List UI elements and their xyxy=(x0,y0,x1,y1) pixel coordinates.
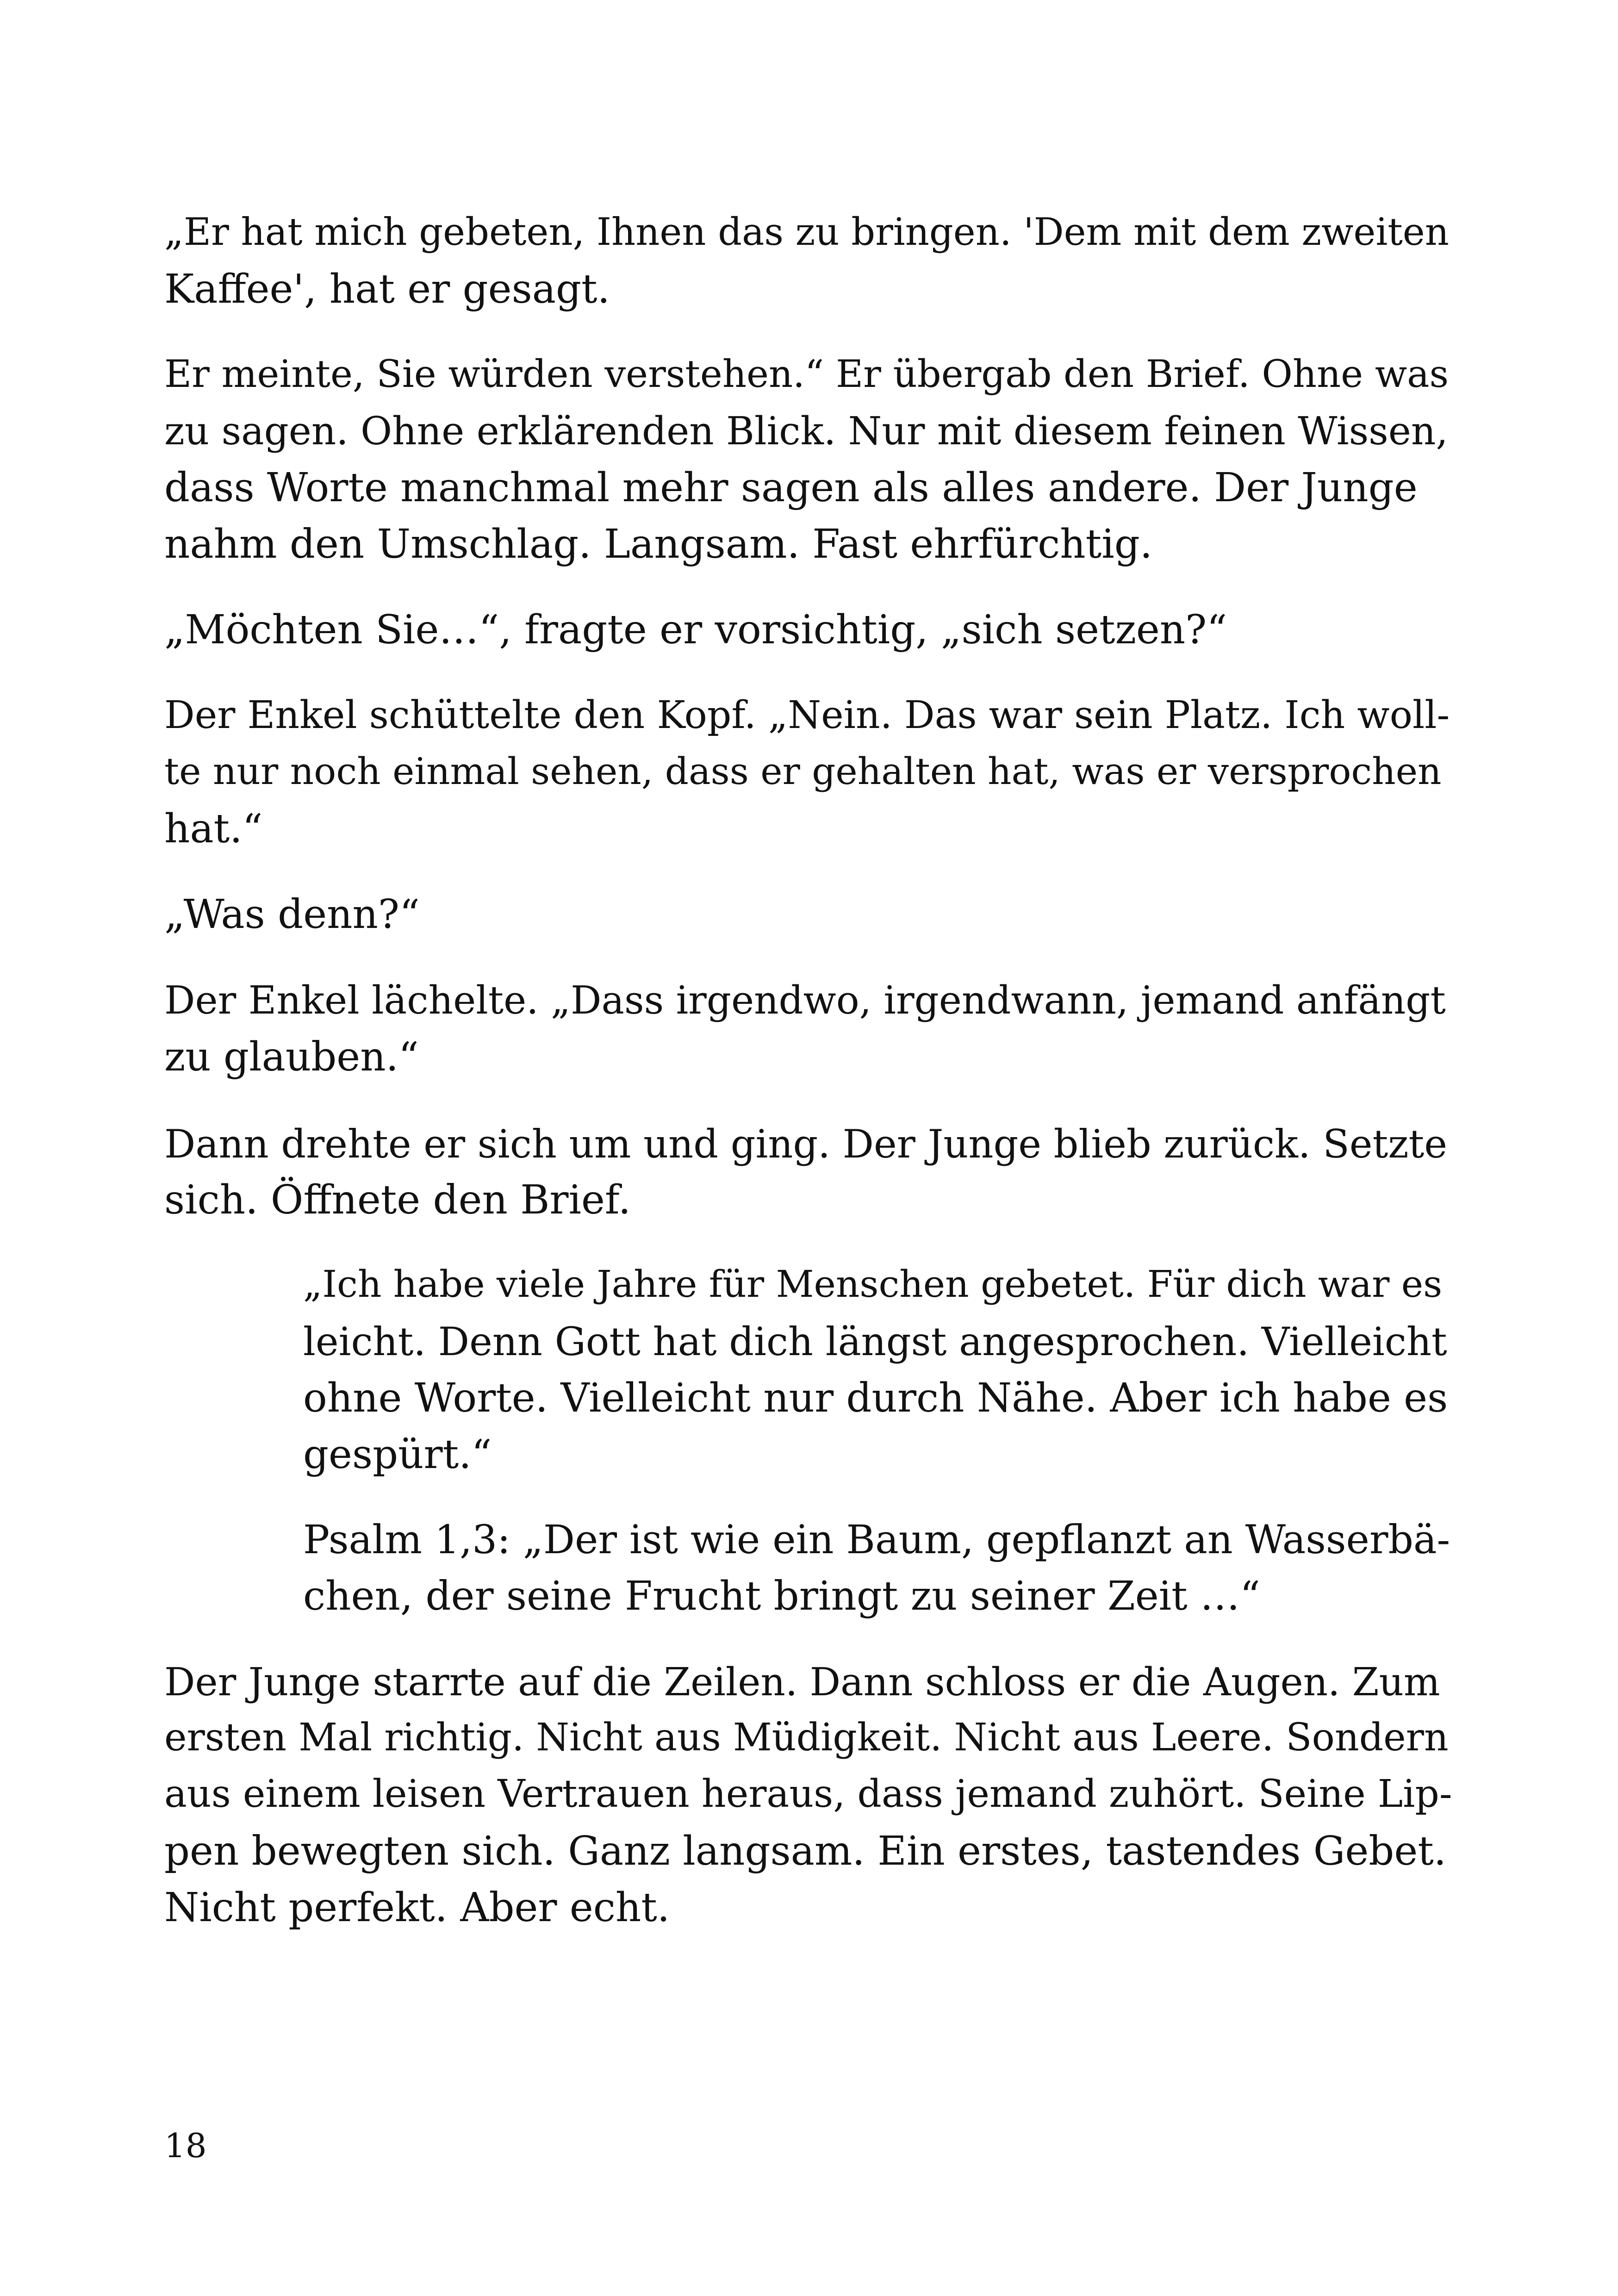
text-line: „Was denn?“ xyxy=(164,891,420,938)
text-line: aus einem leisen Vertrauen heraus, dass jemand zuhört. Seine Lip- xyxy=(164,1772,1452,1816)
text-line: te nur noch einmal sehen, dass er gehalten hat, was er versprochen xyxy=(164,750,1442,793)
text-line: dass Worte manchmal mehr sagen als alles andere. Der Junge xyxy=(164,465,1418,511)
text-line: sich. Öffnete den Brief. xyxy=(164,1177,631,1223)
text-line: Kaffee', hat er gesagt. xyxy=(164,266,610,312)
text-line: „Er hat mich gebeten, Ihnen das zu bringen. 'Dem mit dem zweiten xyxy=(164,211,1449,254)
text-line: Dann drehte er sich um und ging. Der Junge blieb zurück. Setzte xyxy=(164,1121,1447,1167)
text-line: Der Junge starrte auf die Zeilen. Dann schloss er die Augen. Zum xyxy=(164,1660,1440,1705)
text-line: Er meinte, Sie würden verstehen.“ Er übergab den Brief. Ohne was xyxy=(164,353,1449,396)
text-line: zu sagen. Ohne erklärenden Blick. Nur mit diesem feinen Wissen, xyxy=(164,409,1448,454)
text-line: Der Enkel schüttelte den Kopf. „Nein. Das war sein Platz. Ich woll- xyxy=(164,693,1450,737)
quote-line: gespürt.“ xyxy=(303,1431,492,1478)
text-line: Der Enkel lächelte. „Dass irgendwo, irgendwann, jemand anfängt xyxy=(164,978,1446,1023)
quote-line: „Ich habe viele Jahre für Menschen gebetet. Für dich war es xyxy=(303,1263,1443,1306)
quote-line: leicht. Denn Gott hat dich längst angesprochen. Vielleicht xyxy=(303,1319,1447,1364)
text-line: pen bewegten sich. Ganz langsam. Ein erstes, tastendes Gebet. xyxy=(164,1828,1447,1874)
text-line: zu glauben.“ xyxy=(164,1034,419,1080)
quote-line: ohne Worte. Vielleicht nur durch Nähe. Aber ich habe es xyxy=(303,1375,1448,1421)
text-line: Nicht perfekt. Aber echt. xyxy=(164,1885,670,1931)
quote-line: Psalm 1,3: „Der ist wie ein Baum, gepflanzt an Wasserbä- xyxy=(303,1517,1450,1563)
text-line: ersten Mal richtig. Nicht aus Müdigkeit. Nicht aus Leere. Sondern xyxy=(164,1716,1449,1760)
page-number: 18 xyxy=(164,2126,207,2165)
text-line: „Möchten Sie…“, fragte er vorsichtig, „sich setzen?“ xyxy=(164,607,1227,653)
text-line: nahm den Umschlag. Langsam. Fast ehrfürchtig. xyxy=(164,521,1153,567)
quote-line: chen, der seine Frucht bringt zu seiner Zeit …“ xyxy=(303,1573,1260,1619)
text-line: hat.“ xyxy=(164,806,263,852)
